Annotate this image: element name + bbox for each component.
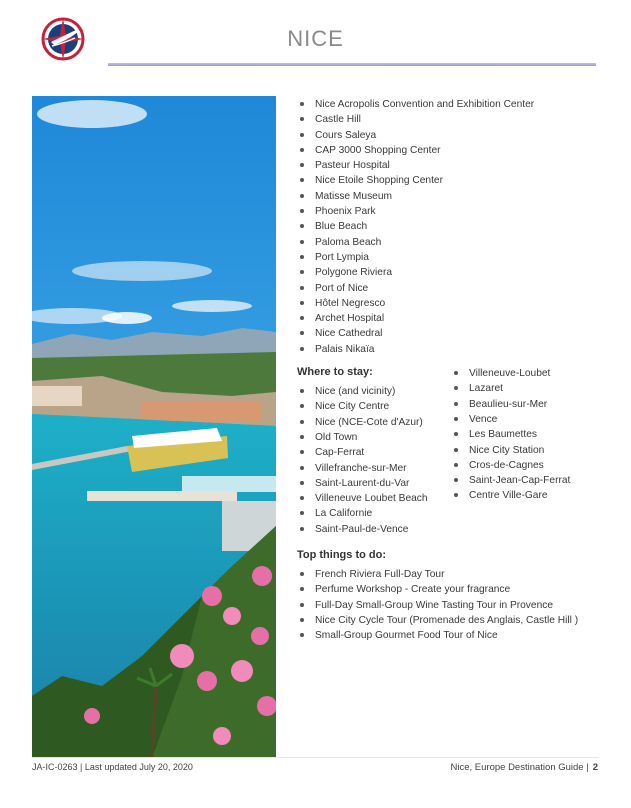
where-to-stay-list-right <box>451 366 570 504</box>
list-item: Cros-de-Cagnes <box>451 458 570 473</box>
list-item: Phoenix Park <box>297 204 617 219</box>
list-item: Matisse Museum <box>297 189 617 204</box>
list-item: Archet Hospital <box>297 311 617 326</box>
list-item: Nice City Cycle Tour (Promenade des Anglais, Castle Hill ) <box>297 613 617 628</box>
list-item: Hôtel Negresco <box>297 296 617 311</box>
top-things-list <box>297 567 617 643</box>
footer-guide-info <box>451 762 598 773</box>
page-number: 2 <box>592 762 598 773</box>
title-divider <box>108 63 596 66</box>
list-item: Saint-Laurent-du-Var <box>297 476 428 491</box>
list-item: Castle Hill <box>297 112 617 127</box>
list-item: Nice (and vicinity) <box>297 384 428 399</box>
list-item: Port Lympia <box>297 250 617 265</box>
list-item: Lazaret <box>451 381 570 396</box>
list-item: CAP 3000 Shopping Center <box>297 143 617 158</box>
list-item: Vence <box>451 412 570 427</box>
list-item: Blue Beach <box>297 219 617 234</box>
list-item: Polygone Riviera <box>297 265 617 280</box>
list-item: French Riviera Full-Day Tour <box>297 567 617 582</box>
list-item: Nice City Centre <box>297 399 428 414</box>
list-item: Perfume Workshop - Create your fragrance <box>297 582 617 597</box>
list-item: Nice City Station <box>451 443 570 458</box>
list-item: Saint-Jean-Cap-Ferrat <box>451 473 570 488</box>
list-item: Nice (NCE-Cote d'Azur) <box>297 415 428 430</box>
list-item: Les Baumettes <box>451 427 570 442</box>
top-things-heading: Top things to do: <box>297 549 386 562</box>
list-item: La Californie <box>297 506 428 521</box>
list-item: Old Town <box>297 430 428 445</box>
landmarks-list <box>297 97 617 357</box>
list-item: Full-Day Small-Group Wine Tasting Tour in Provence <box>297 598 617 613</box>
list-item: Beaulieu-sur-Mer <box>451 397 570 412</box>
list-item: Cours Saleya <box>297 128 617 143</box>
list-item: Saint-Paul-de-Vence <box>297 522 428 537</box>
list-item: Cap-Ferrat <box>297 445 428 460</box>
list-item: Nice Etoile Shopping Center <box>297 173 617 188</box>
list-item: Centre Ville-Gare <box>451 488 570 503</box>
nice-coast-photo <box>32 96 276 758</box>
list-item: Palais Nikaïa <box>297 342 617 357</box>
page-title: NICE <box>287 26 344 51</box>
list-item: Villeneuve Loubet Beach <box>297 491 428 506</box>
list-item: Nice Cathedral <box>297 326 617 341</box>
list-item: Port of Nice <box>297 281 617 296</box>
where-to-stay-list-left <box>297 384 428 537</box>
list-item: Nice Acropolis Convention and Exhibition Center <box>297 97 617 112</box>
list-item: Small-Group Gourmet Food Tour of Nice <box>297 628 617 643</box>
footer-doc-info: JA-IC-0263 | Last updated July 20, 2020 <box>32 762 193 772</box>
list-item: Pasteur Hospital <box>297 158 617 173</box>
list-item: Paloma Beach <box>297 235 617 250</box>
footer-divider <box>32 757 599 758</box>
list-item: Villeneuve-Loubet <box>451 366 570 381</box>
where-to-stay-heading: Where to stay: <box>297 366 373 379</box>
list-item: Villefranche-sur-Mer <box>297 461 428 476</box>
footer-guide-title: Nice, Europe Destination Guide | <box>450 762 589 773</box>
content-column <box>297 97 617 644</box>
